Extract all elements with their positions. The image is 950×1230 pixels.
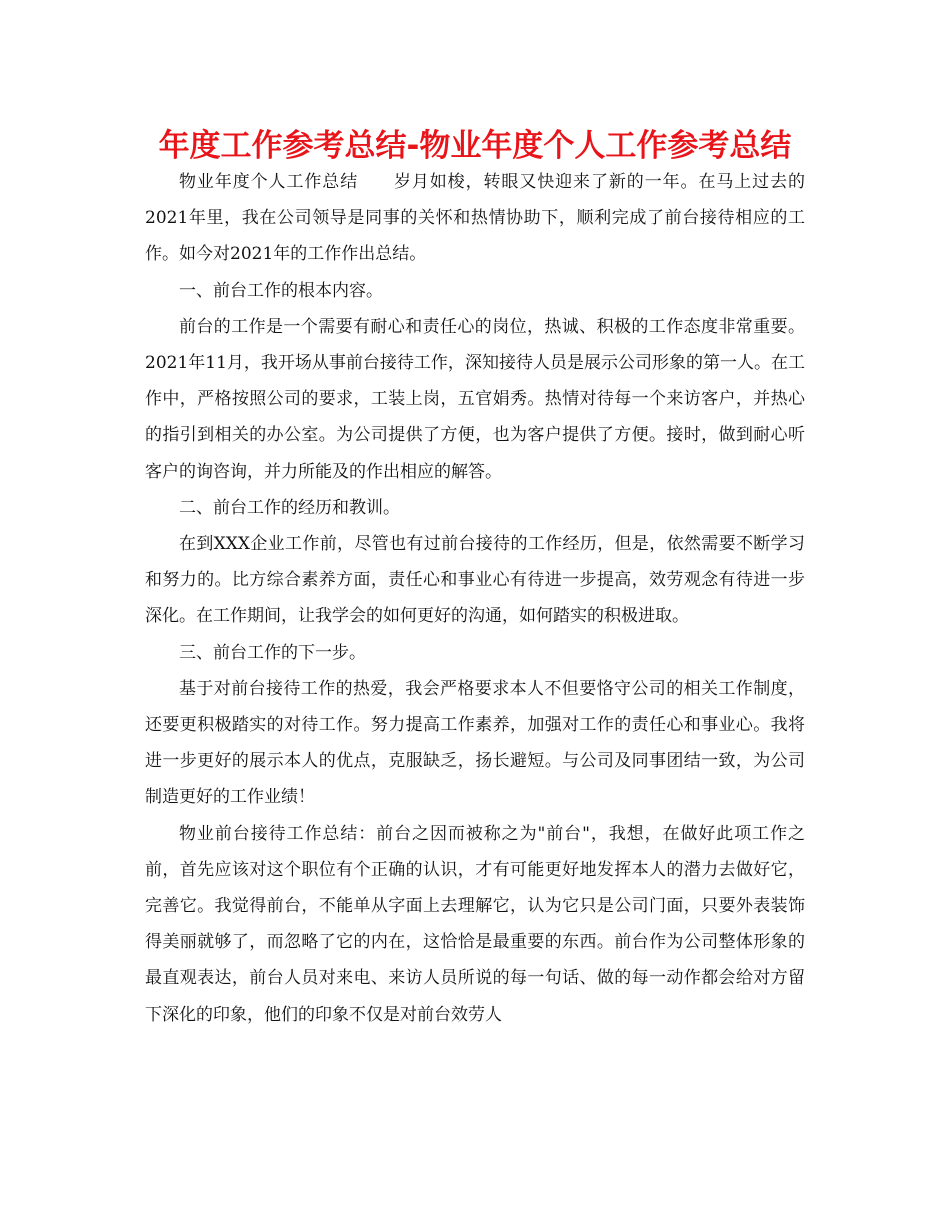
section-heading: 二、前台工作的经历和教训。 xyxy=(179,497,400,518)
paragraph: 物业年度个人工作总结 岁月如梭，转眼又快迎来了新的一年。在马上过去的2021年里，我在公司领导是同事的关怀和热情协助下，顺利完成了前台接待相应的工作。如今对2021年的工作作出总结。 xyxy=(145,172,805,265)
paragraph: 物业前台接待工作总结：前台之因而被称之为"前台"，我想，在做好此项工作之前，首先应该对这个职位有个正确的认识，才有可能更好地发挥本人的潜力去做好它，完善它。我觉得前台，不能单从字面上去理解它，认为它只是公司门面，只要外表装饰得美丽就够了，而忽略了它的内在，这恰恰是最重要的东西。前台作为公司整体形象的最直观表达，前台人员对来电、来访人员所说的每一句话、做的每一动作都会给对方留下深化的印象，他们的印象不仅是对前台效劳人 xyxy=(145,823,805,1025)
document-body xyxy=(145,164,805,1033)
paragraph: 在到XXX企业工作前，尽管也有过前台接待的工作经历，但是，依然需要不断学习和努力的。比方综合素养方面，责任心和事业心有待进一步提高，效劳观念有待进一步深化。在工作期间，让我学会的如何更好的沟通，如何踏实的积极进取。 xyxy=(145,534,805,627)
section-heading: 一、前台工作的根本内容。 xyxy=(179,280,383,301)
document-title: 年度工作参考总结-物业年度个人工作参考总结 xyxy=(158,128,792,164)
paragraph: 前台的工作是一个需要有耐心和责任心的岗位，热诚、积极的工作态度非常重要。2021年11月，我开场从事前台接待工作，深知接待人员是展示公司形象的第一人。在工作中，严格按照公司的要求，工装上岗，五官娟秀。热情对待每一个来访客户，并热心的指引到相关的办公室。为公司提供了方便，也为客户提供了方便。接时，做到耐心听客户的询咨询，并力所能及的作出相应的解答。 xyxy=(145,316,805,482)
paragraph: 基于对前台接待工作的热爱，我会严格要求本人不但要恪守公司的相关工作制度，还要更积极踏实的对待工作。努力提高工作素养，加强对工作的责任心和事业心。我将进一步更好的展示本人的优点，克服缺乏，扬长避短。与公司及同事团结一致，为公司制造更好的工作业绩！ xyxy=(145,678,805,808)
section-heading: 三、前台工作的下一步。 xyxy=(179,642,366,663)
